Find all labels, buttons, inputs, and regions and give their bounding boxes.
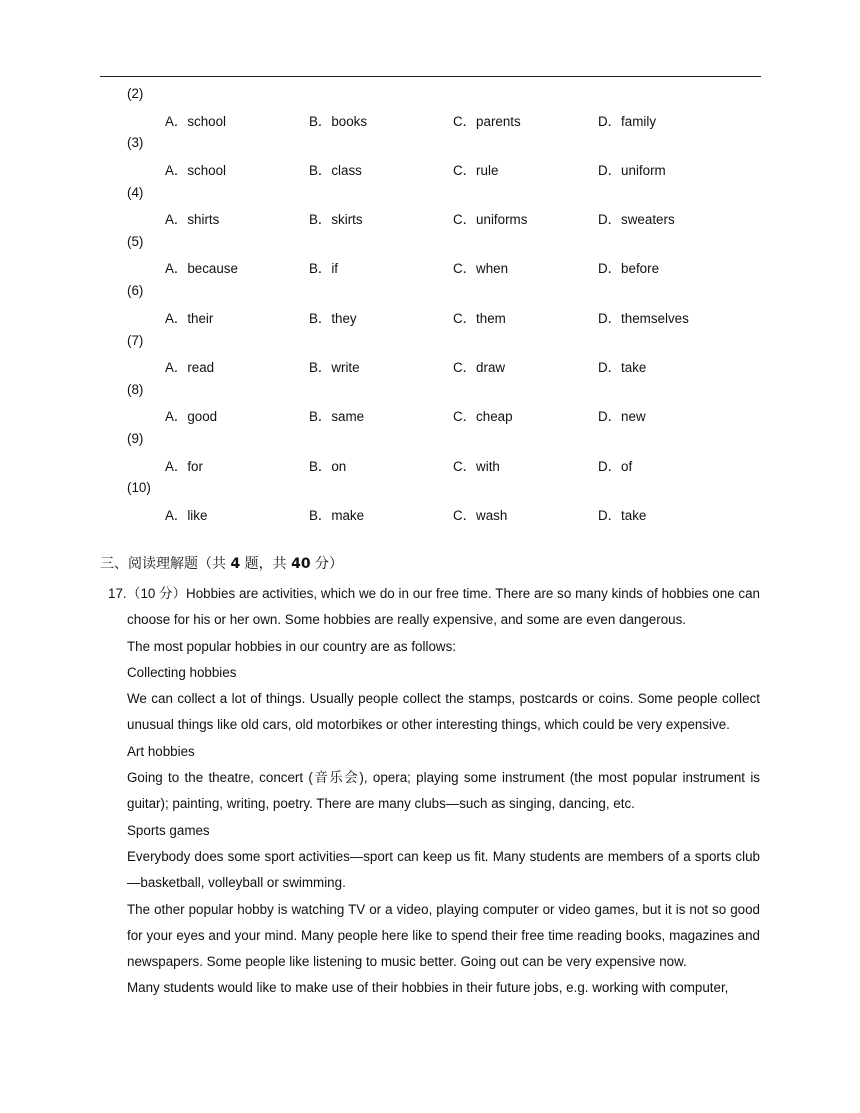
option-c: C．rule [453, 162, 499, 178]
section-points: 40 [291, 556, 311, 572]
passage-first-paragraph [127, 581, 760, 634]
option-a: A．their [165, 310, 214, 326]
question-number: (8) [127, 381, 144, 397]
option-a: A．school [165, 113, 227, 129]
option-b: B．on [309, 458, 347, 474]
option-b: B．same [309, 409, 365, 425]
question-number: (3) [127, 135, 144, 151]
option-d: D．new [598, 409, 646, 425]
option-d: D．of [598, 458, 633, 474]
option-c: C．when [453, 261, 509, 277]
option-b: B．they [309, 310, 357, 326]
option-d: D．family [598, 113, 657, 129]
section-title [100, 553, 343, 573]
passage-heading: Sports games [127, 822, 210, 838]
option-b: B．if [309, 261, 339, 277]
option-b: B．write [309, 360, 360, 375]
option-a: A．school [165, 162, 227, 178]
reading-passage [127, 581, 760, 1002]
option-c: C．parents [453, 113, 521, 129]
passage-heading: Art hobbies [127, 743, 195, 759]
option-c: C．uniforms [453, 212, 528, 228]
option-b: B．make [309, 507, 365, 523]
question-number: (6) [127, 283, 144, 299]
option-a: A．because [165, 261, 238, 277]
option-c: C．them [453, 310, 506, 326]
passage-paragraph: Everybody does some sport activities—sport can keep us fit. Many students are members of a sports club—basketball, volleyball or swimming. [127, 848, 760, 891]
question-number: (2) [127, 86, 144, 101]
section-count: 4 [230, 556, 241, 572]
option-d: D．sweaters [598, 212, 675, 228]
passage-score: （10 分） [127, 586, 187, 601]
option-a: A．read [165, 360, 215, 375]
option-d: D．uniform [598, 162, 666, 178]
question-number: (4) [127, 184, 144, 200]
option-c: C．with [453, 458, 500, 474]
passage-paragraph: The most popular hobbies in our country are as follows: [127, 638, 456, 654]
option-a: A．shirts [165, 212, 220, 228]
passage-paragraph: Many students would like to make use of their hobbies in their future jobs, e.g. working with computer, [127, 980, 729, 996]
passage-question-number: 17. [108, 586, 127, 601]
question-number: (9) [127, 431, 144, 447]
option-d: D．take [598, 507, 647, 523]
question-number: (5) [127, 233, 144, 249]
option-c: C．wash [453, 507, 508, 523]
passage-paragraph: Going to the theatre, concert (音乐会), opera; playing some instrument (the most popular instrument is guitar); painting, writing, poetry. There are many clubs—such as singing, dancing, etc. [127, 770, 760, 812]
passage-heading: Collecting hobbies [127, 664, 237, 680]
option-b: B．skirts [309, 212, 363, 228]
option-b: B．class [309, 162, 362, 178]
question-number: (7) [127, 332, 144, 348]
option-d: D．themselves [598, 310, 689, 326]
option-c: C．cheap [453, 409, 513, 425]
option-a: A．for [165, 458, 203, 474]
question-number: (10) [127, 480, 151, 496]
header-rule [100, 76, 761, 77]
option-c: C．draw [453, 360, 506, 375]
section-suffix: 分） [310, 556, 344, 572]
passage-paragraph: The other popular hobby is watching TV or a video, playing computer or video games, but it is not so good for your eyes and your mind. Many people here like to spend their free time reading books, magazines and newspapers. Some people like listening to music better. Going out can be very expensive now. [127, 901, 760, 970]
option-d: D．take [598, 360, 647, 375]
section-prefix: 三、阅读理解题（共 [100, 556, 231, 572]
option-a: A．like [165, 507, 208, 523]
section-middle: 题，共 [240, 556, 292, 572]
passage-paragraph: We can collect a lot of things. Usually people collect the stamps, postcards or coins. Some people collect unusual things like old cars, old motorbikes or other interesting things, which could be very expensive. [127, 691, 760, 733]
passage-first-text: Hobbies are activities, which we do in our free time. There are so many kinds of hobbies one can choose for his or her own. Some hobbies are really expensive, and some are even dangerous. [127, 586, 760, 628]
option-b: B．books [309, 113, 368, 129]
option-d: D．before [598, 261, 660, 277]
option-a: A．good [165, 409, 218, 425]
